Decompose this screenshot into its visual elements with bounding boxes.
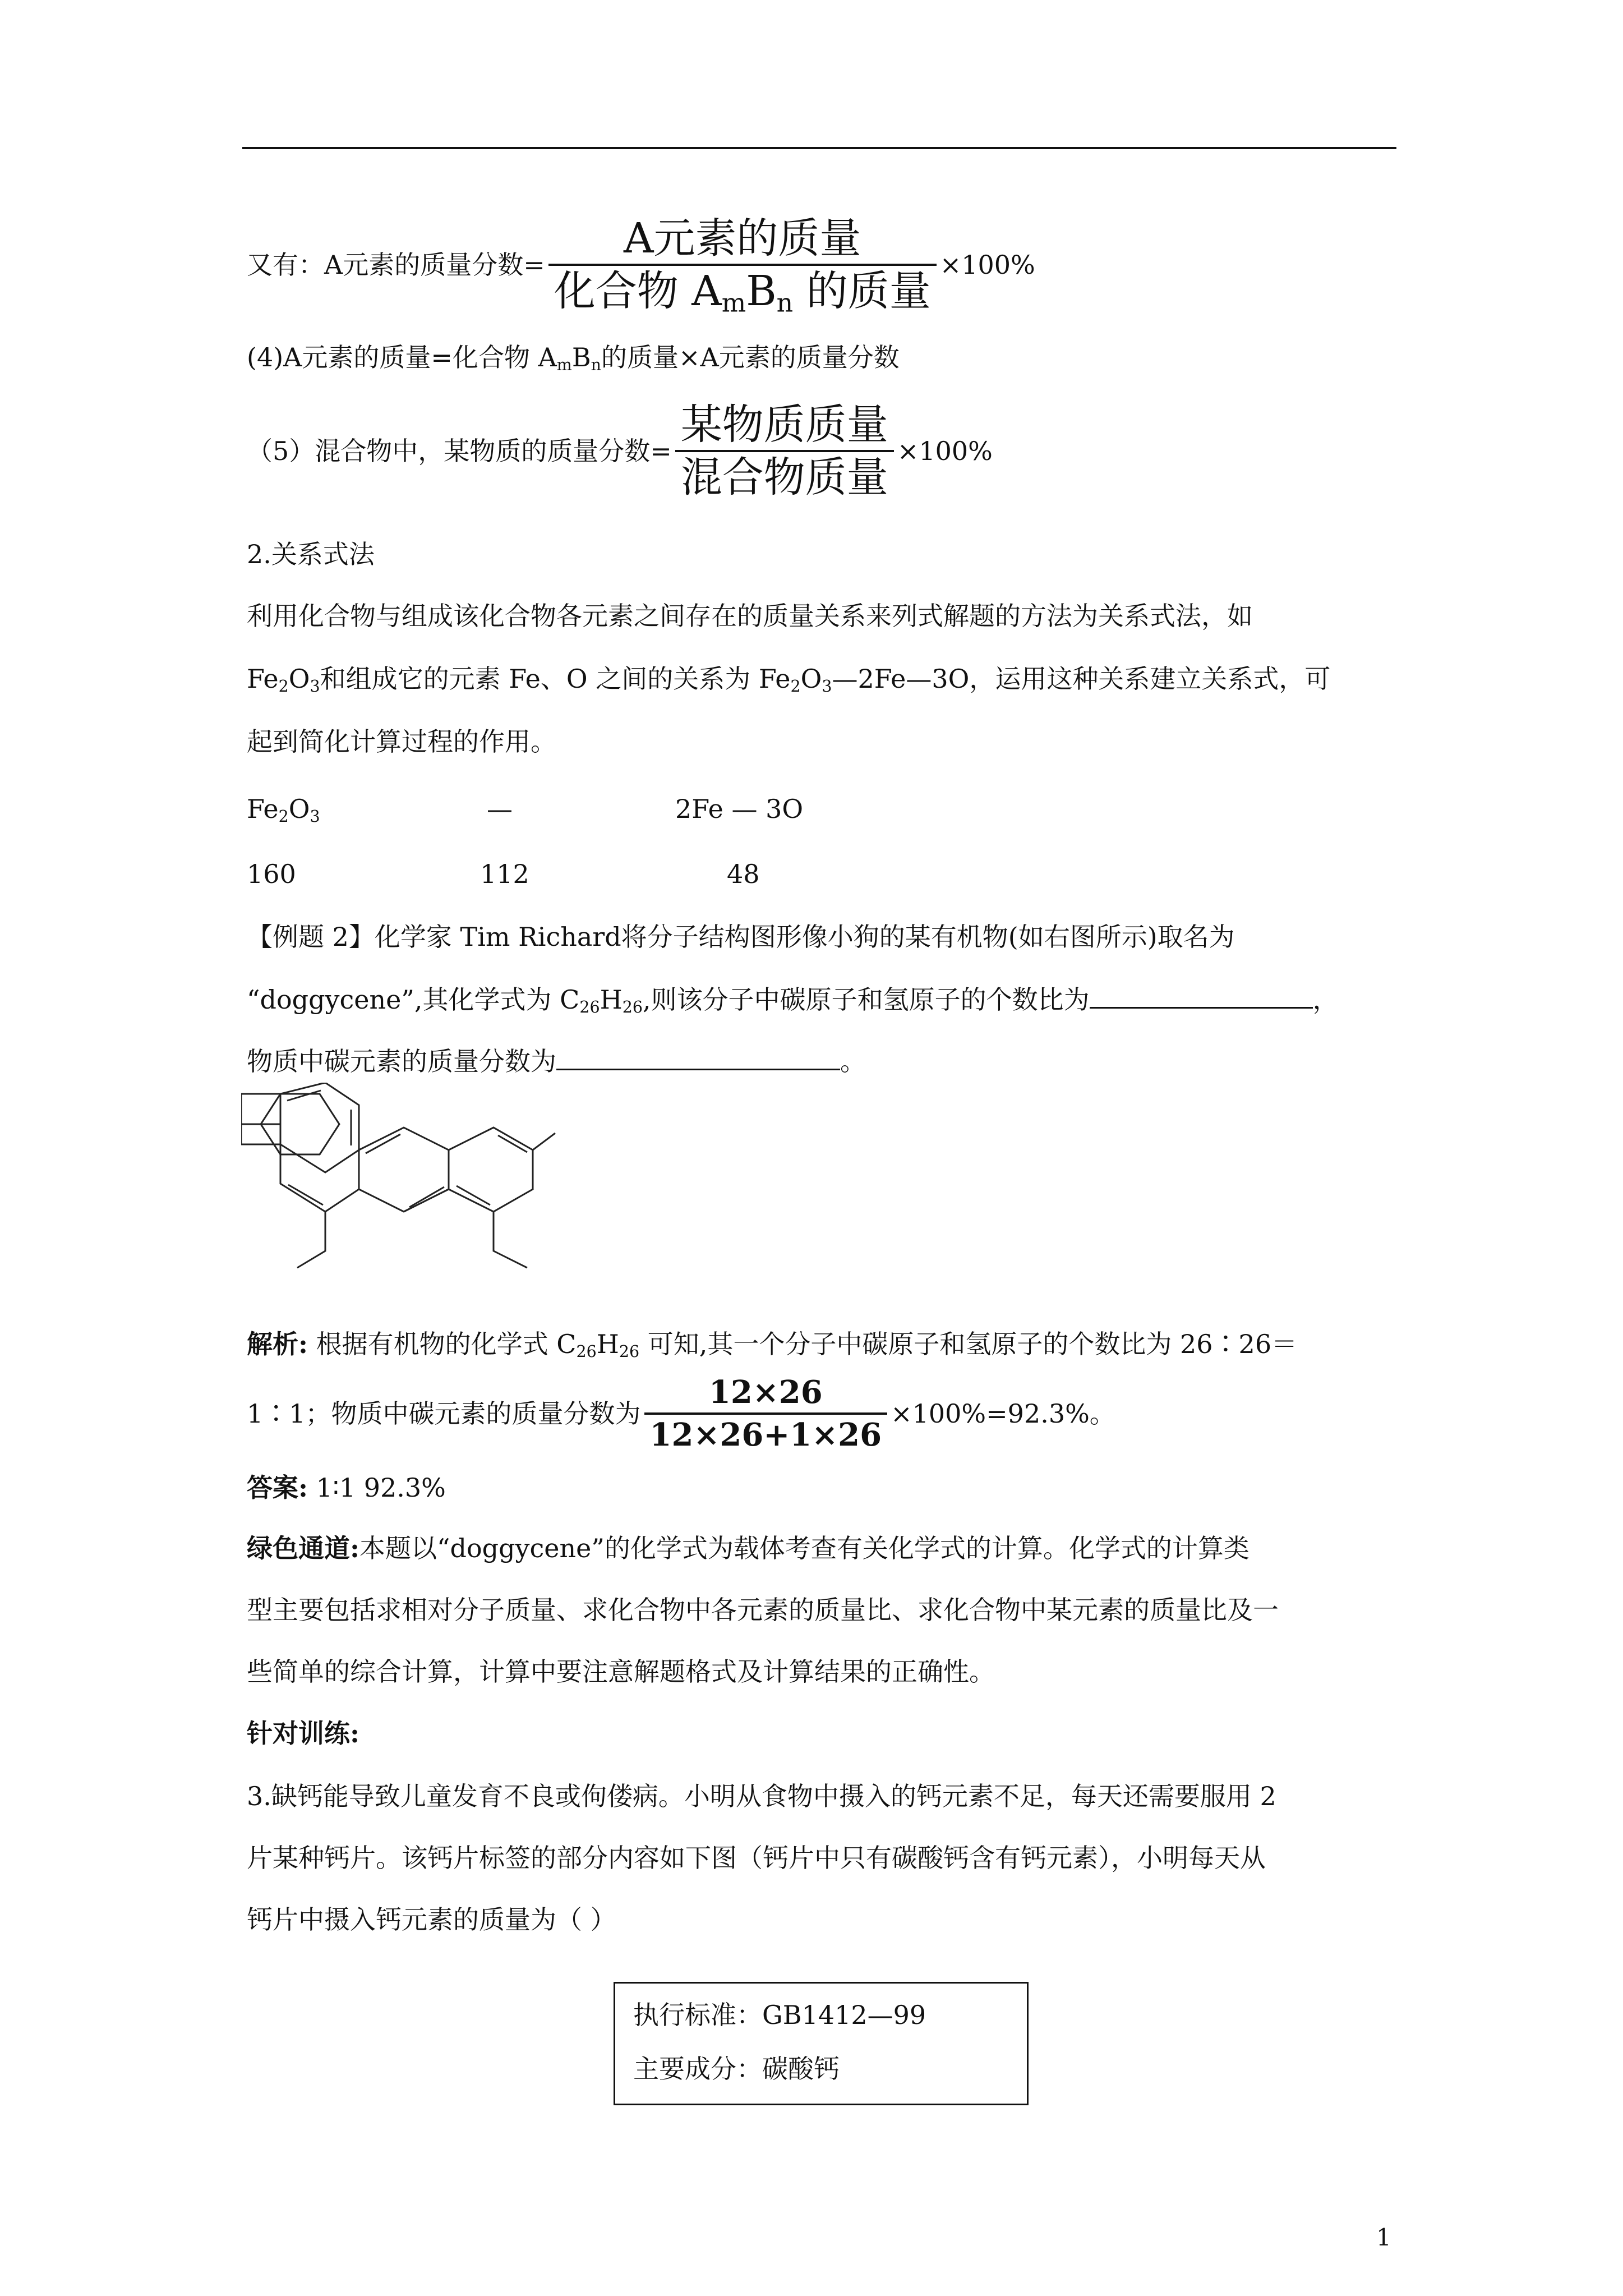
formula-mass-fraction [247, 213, 1035, 316]
relation-term-1: $Fe_2O_3$ [247, 794, 320, 826]
answer-blank[interactable] [556, 1046, 840, 1070]
answer-blank[interactable] [1090, 984, 1313, 1009]
fraction-numerator: 12×26 [708, 1374, 823, 1411]
relation-value-3: 48 [727, 859, 760, 889]
doggycene-structure-image [241, 1083, 578, 1318]
analysis-line: 1∶1；物质中碳元素的质量分数为 $\frac{12\times 26}{12\times 26+1\times 26}$ ×100%=92.3%。 [247, 1372, 1115, 1455]
question-line: 3.缺钙能导致儿童发育不良或佝偻病。小明从食物中摄入的钙元素不足，每天还需要服用 2 [247, 1781, 1276, 1811]
fraction [675, 399, 894, 503]
relation-value-1: 160 [247, 859, 296, 889]
molecule-bonds [241, 1083, 555, 1268]
relation-dash: — [487, 794, 513, 824]
fraction [644, 1372, 888, 1455]
green-channel-label: 绿色通道: [247, 1533, 359, 1563]
fraction-denominator: 12×26+1×26 [644, 1412, 888, 1455]
item-4: (4)A元素的质量=化合物 $A_mB_n$的质量×A元素的质量分数 [247, 342, 900, 375]
answer-label: 答案: [247, 1473, 308, 1503]
analysis-line: 解析: 根据有机物的化学式 $C_{26}H_{26}$ 可知,其一个分子中碳原子和氢原子的个数比为 26∶26＝ [247, 1329, 1298, 1361]
example-line: 物质中碳元素的质量分数为 。 [247, 1046, 866, 1076]
header-rule [242, 147, 1396, 149]
example-line: 【例题 2】化学家 Tim Richard将分子结构图形像小狗的某有机物(如右图所示)取名为 [247, 922, 1235, 952]
formula-prefix: 又有：A元素的质量分数= [247, 250, 545, 280]
paragraph-line: 利用化合物与组成该化合物各元素之间存在的质量关系来列式解题的方法为关系式法，如 [247, 601, 1253, 631]
fraction-denominator: 化合物 $A_mB_n$ 的质量 [548, 264, 937, 316]
question-line: 钙片中摄入钙元素的质量为（ ） [247, 1904, 616, 1935]
question-line: 片某种钙片。该钙片标签的部分内容如下图（钙片中只有碳酸钙含有钙元素），小明每天从 [247, 1843, 1266, 1873]
paragraph-line: $Fe_2O_3$和组成它的元素 Fe、O 之间的关系为 $Fe_2O_3—2Fe—3O$，运用这种关系建立关系式，可 [247, 664, 1331, 696]
calcium-label-box [614, 1982, 1029, 2105]
analysis-label: 解析: [247, 1329, 308, 1359]
training-heading: 针对训练: [247, 1718, 359, 1749]
fraction-numerator: 某物质质量 [680, 401, 888, 449]
green-channel-line: 型主要包括求相对分子质量、求化合物中各元素的质量比、求化合物中某元素的质量比及一 [247, 1595, 1279, 1625]
formula-suffix: ×100% [939, 250, 1035, 280]
paragraph-line: 起到简化计算过程的作用。 [247, 726, 556, 757]
green-channel-line: 绿色通道:本题以“doggycene”的化学式为载体考查有关化学式的计算。化学式的计算类 [247, 1533, 1249, 1563]
fraction [548, 213, 937, 316]
page-number: 1 [1376, 2224, 1391, 2251]
label-standard: 执行标准：GB1412—99 [633, 2000, 926, 2030]
relation-term-2: 2Fe — 3O [675, 794, 804, 824]
green-channel-line: 些简单的综合计算，计算中要注意解题格式及计算结果的正确性。 [247, 1657, 995, 1687]
section-heading: 2.关系式法 [247, 539, 375, 569]
relation-value-2: 112 [480, 859, 529, 889]
label-ingredient: 主要成分：碳酸钙 [633, 2054, 840, 2084]
formula-mixture: （5）混合物中，某物质的质量分数= $\frac{\text{某物质质量}}{\text{混合物质量}}$ ×100% [247, 401, 993, 501]
example-line: “doggycene”,其化学式为 $C_{26}H_{26}$,则该分子中碳原子和氢原子的个数比为 ， [247, 984, 1339, 1017]
fraction-denominator: 混合物质量 [675, 450, 894, 503]
answer-line: 答案: 1∶1 92.3% [247, 1473, 446, 1503]
fraction-numerator: A元素的质量 [624, 214, 861, 263]
